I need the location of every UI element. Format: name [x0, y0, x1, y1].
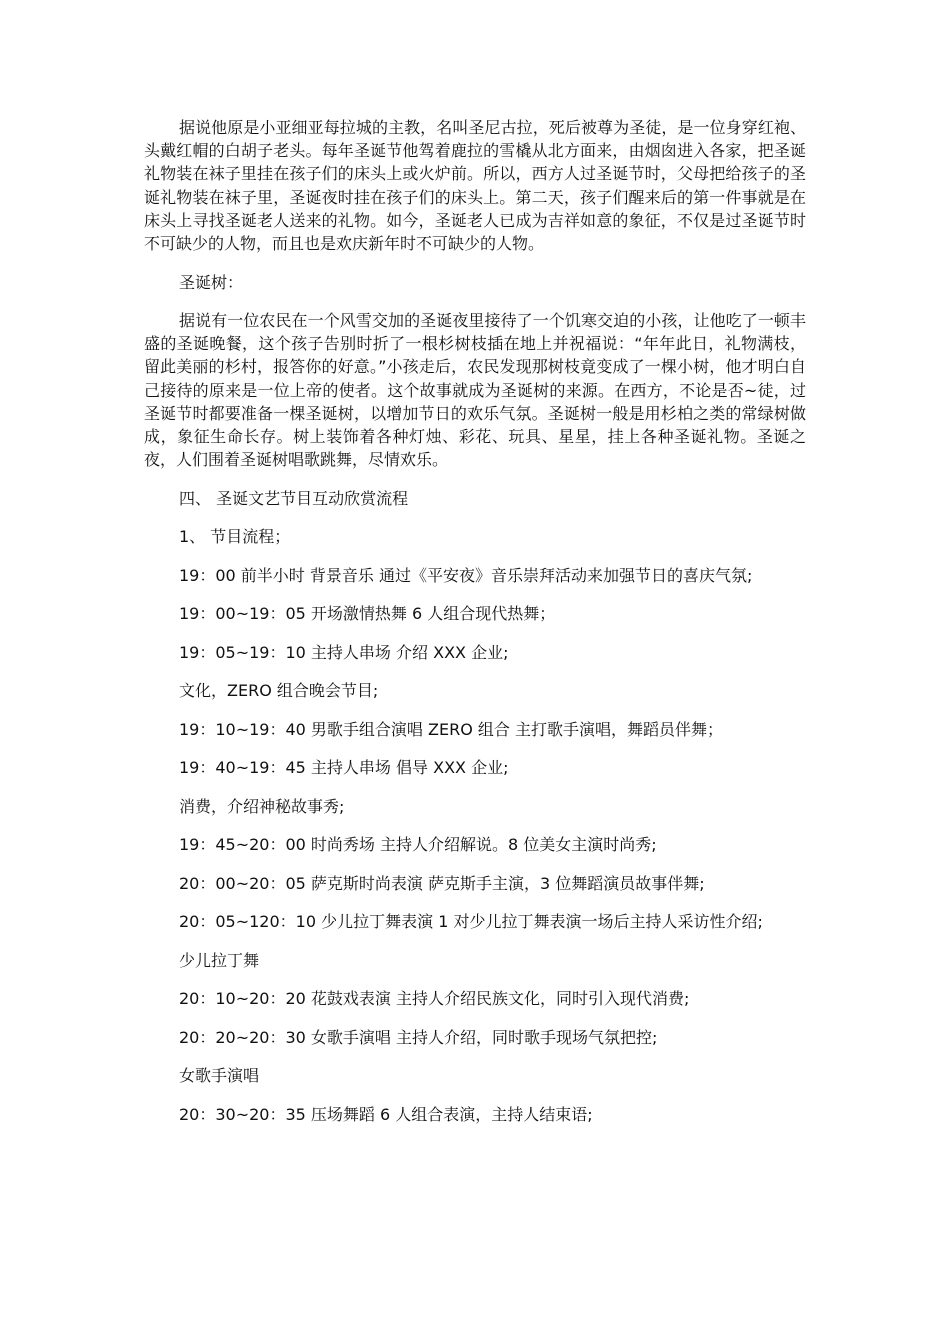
schedule-item: 20：05~120：10 少儿拉丁舞表演 1 对少儿拉丁舞表演一场后主持人采访性介绍;	[179, 912, 763, 932]
schedule-note: 文化，ZERO 组合晚会节目;	[179, 681, 379, 701]
schedule-item: 20：30~20：35 压场舞蹈 6 人组合表演，主持人结束语;	[179, 1104, 593, 1124]
schedule-note: 女歌手演唱	[179, 1066, 260, 1086]
schedule-item: 19：05~19：10 主持人串场 介绍 XXX 企业;	[179, 642, 509, 662]
subheading-program-flow: 1、 节目流程；	[179, 527, 291, 547]
heading-christmas-tree: 圣诞树：	[179, 272, 244, 292]
paragraph-santa-origin: 据说他原是小亚细亚每拉城的主教，名叫圣尼古拉，死后被尊为圣徒，是一位身穿红袍、头戴红帽的白胡子老头。每年圣诞节他驾着鹿拉的雪橇从北方面来，由烟囱进入各家，把圣诞礼物装在袜子里挂在孩子们的床头上或火炉前。所以，西方人过圣诞节时，父母把给孩子的圣诞礼物装在袜子里，圣诞夜时挂在孩子们的床头上。第二天，孩子们醒来后的第一件事就是在床头上寻找圣诞老人送来的礼物。如今，圣诞老人已成为吉祥如意的象征，不仅是过圣诞节时不可缺少的人物，而且也是欢庆新年时不可缺少的人物。	[144, 118, 806, 254]
schedule-item: 20：20~20：30 女歌手演唱 主持人介绍，同时歌手现场气氛把控;	[179, 1027, 658, 1047]
schedule-note: 消费，介绍神秘故事秀;	[179, 796, 345, 816]
schedule-item: 20：10~20：20 花鼓戏表演 主持人介绍民族文化，同时引入现代消费;	[179, 989, 690, 1009]
schedule-item: 19：00~19：05 开场激情热舞 6 人组合现代热舞；	[179, 604, 556, 624]
schedule-item: 19：40~19：45 主持人串场 倡导 XXX 企业;	[179, 758, 509, 778]
schedule-item: 20：00~20：05 萨克斯时尚表演 萨克斯手主演，3 位舞蹈演员故事伴舞;	[179, 873, 705, 893]
paragraph-tree-legend: 据说有一位农民在一个风雪交加的圣诞夜里接待了一个饥寒交迫的小孩，让他吃了一顿丰盛的圣诞晚餐，这个孩子告别时折了一根杉树枝插在地上并祝福说：“年年此日，礼物满枝，留此美丽的杉村，报答你的好意。”小孩走后，农民发现那树枝竟变成了一棵小树，他才明白自己接待的原来是一位上帝的使者。这个故事就成为圣诞树的来源。在西方，不论是否~徒，过圣诞节时都要准备一棵圣诞树，以增加节日的欢乐气氛。圣诞树一般是用杉柏之类的常绿树做成，象征生命长存。树上装饰着各种灯烛、彩花、玩具、星星，挂上各种圣诞礼物。圣诞之夜，人们围着圣诞树唱歌跳舞，尽情欢乐。	[144, 311, 806, 470]
schedule-note: 少儿拉丁舞	[179, 950, 260, 970]
section-heading-program-flow: 四、 圣诞文艺节目互动欣赏流程	[179, 488, 409, 508]
document-body	[144, 116, 806, 1126]
schedule-item: 19：10~19：40 男歌手组合演唱 ZERO 组合 主打歌手演唱，舞蹈员伴舞；	[179, 719, 723, 739]
schedule-item: 19：45~20：00 时尚秀场 主持人介绍解说。8 位美女主演时尚秀;	[179, 835, 657, 855]
schedule-item: 19：00 前半小时 背景音乐 通过《平安夜》音乐崇拜活动来加强节日的喜庆气氛;	[179, 565, 753, 585]
